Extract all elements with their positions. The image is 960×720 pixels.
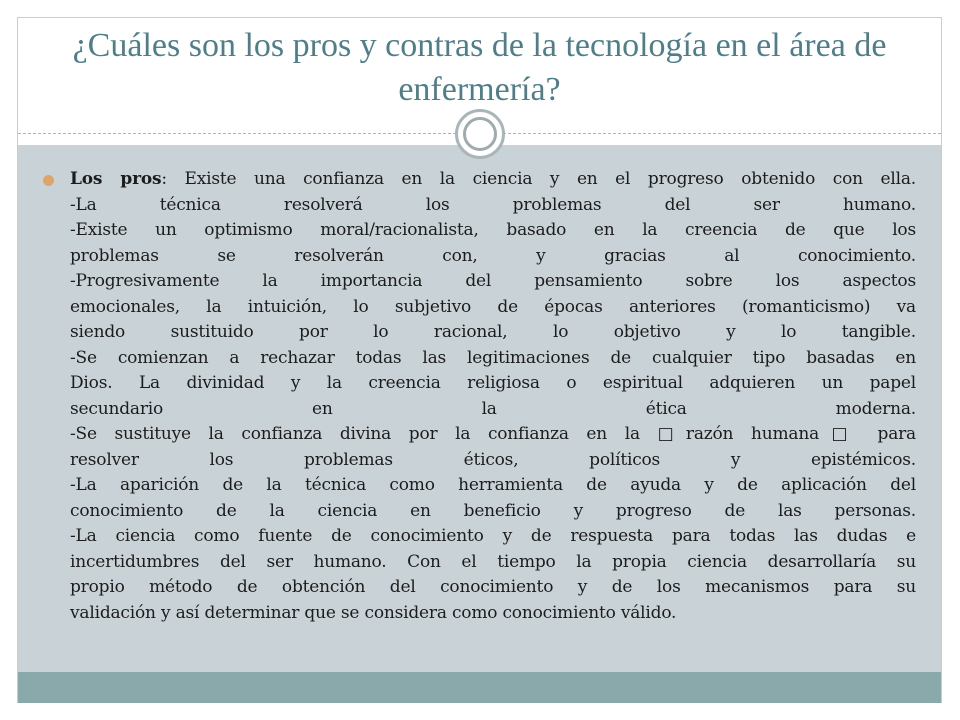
body-line-16: propio método de obtención del conocimiento y de los mecanismos para su <box>70 577 916 597</box>
body-line-14: -La ciencia como fuente de conocimiento y de respuesta para todas las dudas e <box>70 526 916 546</box>
body-line-0 <box>70 167 916 193</box>
body-line-13: conocimiento de la ciencia en beneficio y progreso de las personas. <box>70 500 916 521</box>
slide-title: ¿Cuáles son los pros y contras de la tecnología en el área de enfermería? <box>72 27 887 108</box>
bullet-dot-icon <box>43 175 54 186</box>
body-line-9: secundario en la ética moderna. <box>70 398 916 419</box>
body-line-12: -La aparición de la técnica como herramienta de ayuda y de aplicación del <box>70 475 916 495</box>
footer-band <box>18 672 941 703</box>
bullet-separator: : <box>161 169 167 189</box>
body-line-17: validación y así determinar que se considera como conocimiento válido. <box>70 602 677 623</box>
circle-ornament-icon <box>455 109 505 159</box>
bullet-text <box>70 167 916 626</box>
body-line-10: -Se sustituye la confianza divina por la confianza en la □razón humana□ para <box>70 424 916 444</box>
body-line-5: emocionales, la intuición, lo subjetivo de épocas anteriores (romanticismo) va <box>70 296 916 317</box>
body-line-1: -La técnica resolverá los problemas del ser humano. <box>70 194 916 215</box>
body-line-11: resolver los problemas éticos, políticos y epistémicos. <box>70 449 916 470</box>
line-0-text: Existe una confianza en la ciencia y en el progreso obtenido con ella. <box>166 169 916 189</box>
body-line-6: siendo sustituido por lo racional, lo objetivo y lo tangible. <box>70 322 916 342</box>
body-line-15: incertidumbres del ser humano. Con el tiempo la propia ciencia desarrollaría su <box>70 551 916 572</box>
body-line-4: -Progresivamente la importancia del pensamiento sobre los aspectos <box>70 271 916 291</box>
body-line-8: Dios. La divinidad y la creencia religiosa o espiritual adquieren un papel <box>70 373 916 393</box>
body-line-2: -Existe un optimismo moral/racionalista, basado en la creencia de que los <box>70 220 916 240</box>
bullet-label: Los pros <box>70 169 162 189</box>
body-line-7: -Se comienzan a rechazar todas las legitimaciones de cualquier tipo basadas en <box>70 347 916 368</box>
body-line-3: problemas se resolverán con, y gracias al conocimiento. <box>70 245 916 266</box>
